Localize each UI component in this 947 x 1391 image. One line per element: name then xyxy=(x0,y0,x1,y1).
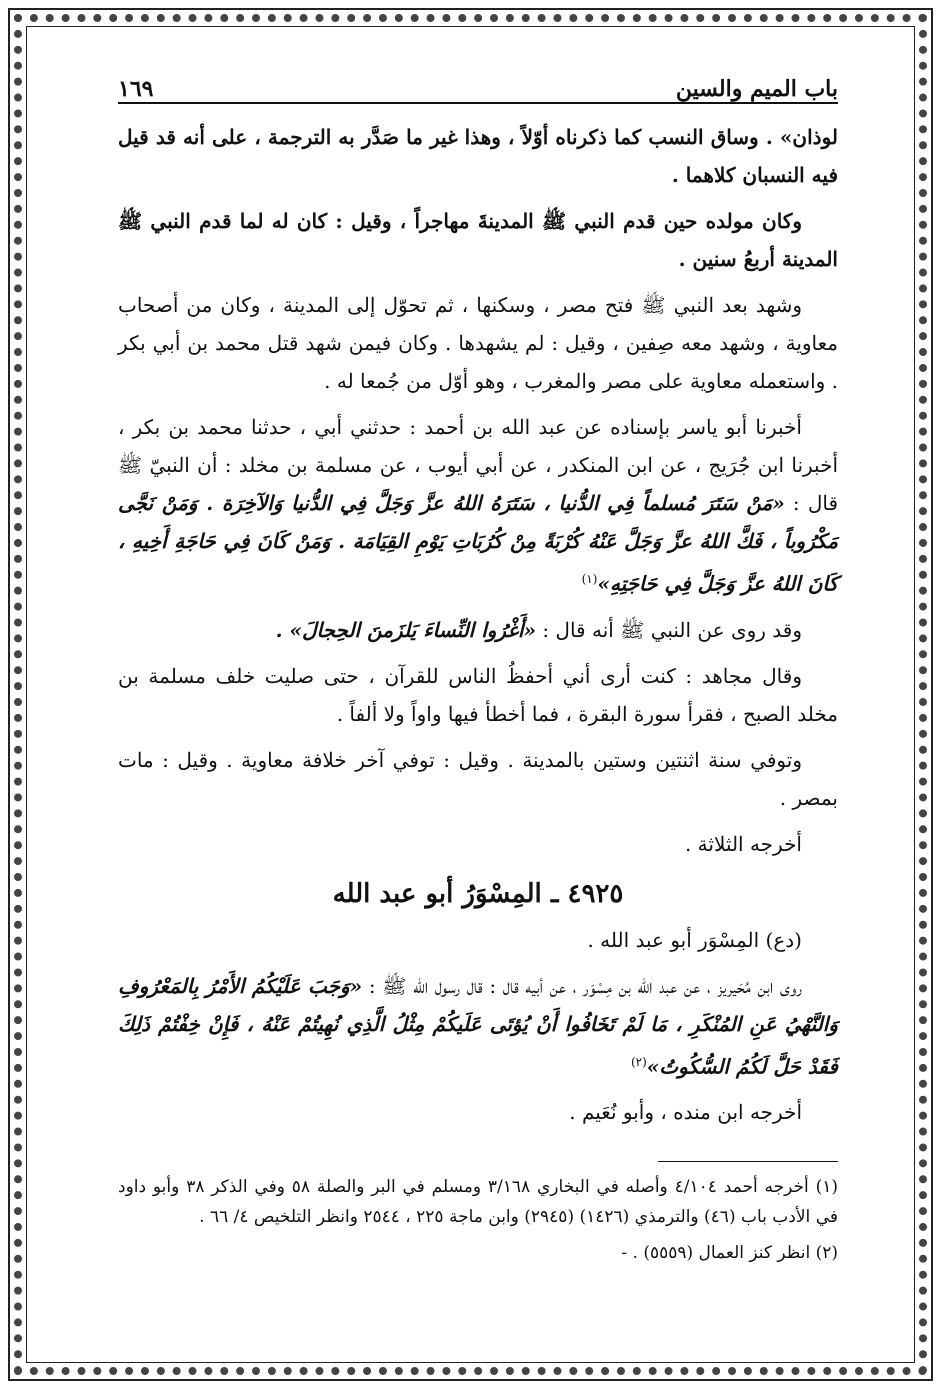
paragraph-text: أخرجه ابن منده ، وأبو نُعَيم . xyxy=(569,1100,802,1125)
paragraph-text: أخرجه الثلاثة . xyxy=(684,831,802,856)
paragraph-text: وكان مولده حين قدم النبي ﷺ المدينةَ مهاجراً ، وقيل : كان له لما قدم النبي ﷺ المدينة أربعُ سنين . xyxy=(118,209,838,271)
hadith-quote: «وَجَبَ عَلَيْكُمُ الأَمْرُ بِالمَعْرُوفِ وَالنَّهْيُ عَنِ المُنْكَرِ ، مَا لَمْ تَخَافُوا أَنْ يُؤتَى عَلَيكُمْ مِثْلُ الَّذِي نُهِيتُمْ عَنْهُ ، فَإِنْ خِفْتُمْ ذَلِكَ فَقَدْ حَلَّ لَكُمُ السُّكُوتُ» xyxy=(118,973,838,1079)
footnote-ref[interactable]: (١) xyxy=(581,572,598,586)
paragraph xyxy=(118,741,838,817)
running-title: باب الميم والسين xyxy=(675,76,838,102)
page-content xyxy=(118,68,838,1274)
paragraph xyxy=(118,1093,838,1131)
entry-text xyxy=(118,921,838,1132)
page-number: ١٦٩ xyxy=(118,76,154,102)
paragraph xyxy=(118,921,838,959)
paragraph-text: أخبرنا أبو ياسر بإسناده عن عبد الله بن أحمد : حدثني أبي ، حدثنا محمد بن بكر ، أخبرنا ابن جُرَيج ، عن ابن المنكدر ، عن أبي أيوب ، عن مسلمة بن مخلد : أن النبيّ ﷺ قال : xyxy=(118,415,839,515)
paragraph-text: وقد روى عن النبي ﷺ أنه قال : xyxy=(542,617,802,642)
paragraph xyxy=(118,118,838,194)
paragraph-text: (دع) المِسْوَر أبو عبد الله . xyxy=(587,927,802,952)
paragraph-text: وتوفي سنة اثنتين وستين بالمدينة . وقيل : توفي آخر خلافة معاوية . وقيل : مات بمصر . xyxy=(118,747,838,810)
paragraph xyxy=(118,967,838,1086)
footnote: (٢) انظر كنز العمال (٥٥٥٩) . - xyxy=(621,1243,838,1264)
page-header xyxy=(118,68,838,104)
paragraph-text: لوذان» . وساق النسب كما ذكرناه أوّلاً ، وهذا غير ما صَدَّر به الترجمة ، على أنه قد قيل فيه النسبان كلاهما . xyxy=(118,125,838,187)
paragraph xyxy=(118,611,838,649)
footnote-ref[interactable]: (٢) xyxy=(630,1054,647,1069)
paragraph xyxy=(118,202,838,278)
paragraph-text: روى ابن مُحَيريز ، عن عبد الله بن مِسْوَر ، عن أبيه قال : قال رسول الله ﷺ : xyxy=(368,973,802,998)
paragraph xyxy=(118,657,838,733)
paragraph-text: وقال مجاهد : كنت أرى أني أحفظُ الناس للقرآن ، حتى صليت خلف مسلمة بن مخلد الصبح ، فقرأ سورة البقرة ، فما أخطأ فيها واواً ولا ألفاً . xyxy=(118,663,838,726)
footnote-divider xyxy=(658,1161,838,1162)
hadith-quote: «مَنْ سَتَرَ مُسلماً فِي الدُّنيا ، سَتَرَهُ اللهُ عزَّ وَجَلَّ فِي الدُّنيا وَالآخِرَة . وَمَنْ نَجَّى مَكْرُوباً ، فَكَّ اللهُ عزَّ وَجَلَّ عَنْهُ كُرْبَةً مِنْ كُرُبَاتِ يَوْمِ القِيَامَة . وَمَنْ كَانَ فِي حَاجَةِ أَخِيهِ ، كَانَ اللهُ عزَّ وَجَلَّ فِي حَاجَتِهِ» xyxy=(118,491,838,596)
footnote: (١) أخرجه أحمد ٤/١٠٤ وأصله في البخاري ٣/١٦٨ ومسلم في البر والصلة ٥٨ وفي الذكر ٣٨ وأبو داود في الأدب باب (٤٦) والترمذي (١٤٢٦) (٢٩٤٥) وابن ماجة ٢٢٥ ، ٢٥٤٤ وانظر التلخيص ٤/ ٦٦ . xyxy=(118,1177,838,1228)
entry-title: ٤٩٢٥ ـ المِسْوَرُ أبو عبد الله xyxy=(332,878,624,909)
footnotes xyxy=(118,1172,838,1268)
paragraph-text: وشهد بعد النبي ﷺ فتح مصر ، وسكنها ، ثم تحوّل إلى المدينة ، وكان من أصحاب معاوية ، وشهد معه صِفين ، وقيل : لم يشهدها . وكان فيمن شهد قتل محمد بن أبي بكر . واستعمله معاوية على مصر والمغرب ، وهو أوّل من جُمعا له . xyxy=(118,293,838,393)
paragraph xyxy=(118,286,838,400)
hadith-quote: «أَغْرُوا النِّساءَ يَلزَمنَ الحِجالَ» . xyxy=(275,617,536,642)
paragraph xyxy=(118,408,838,603)
body-text xyxy=(118,118,838,863)
paragraph xyxy=(118,825,838,863)
